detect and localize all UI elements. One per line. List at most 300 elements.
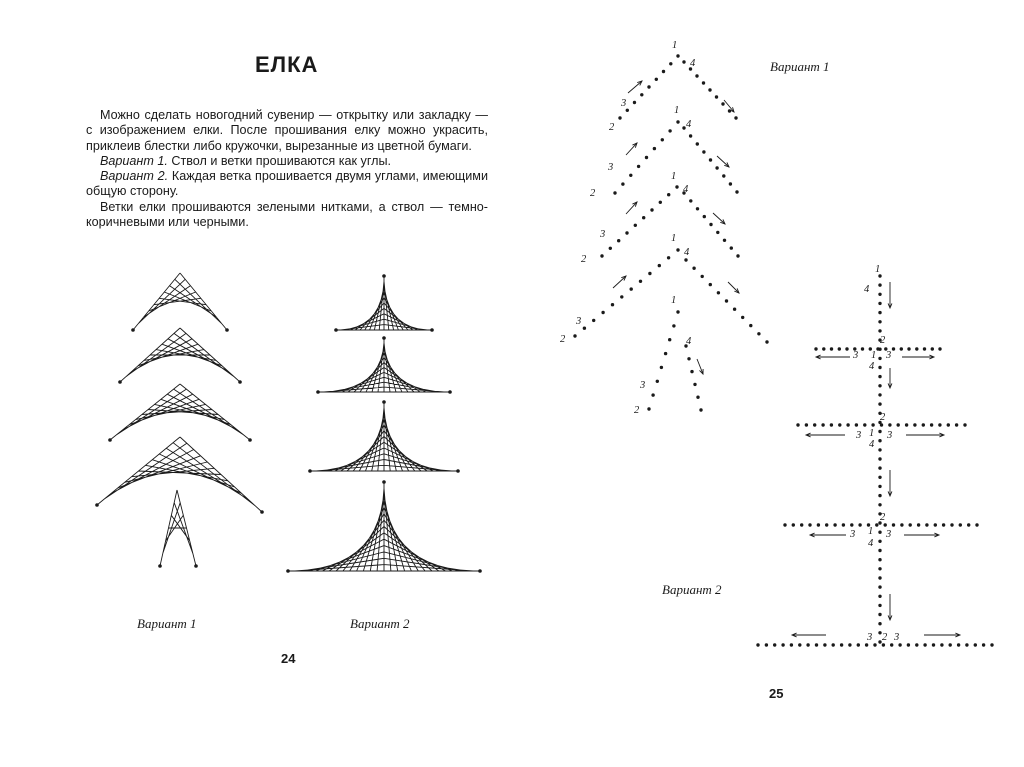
thread-lines (160, 490, 196, 566)
dot (878, 320, 881, 323)
dot (806, 643, 809, 646)
dot (765, 340, 768, 343)
dot (955, 423, 958, 426)
dot (823, 643, 826, 646)
dot (648, 272, 651, 275)
stitch-point (308, 469, 312, 473)
thread-lines (336, 276, 432, 330)
stitch-point (382, 274, 386, 278)
dot (965, 643, 968, 646)
dot (669, 62, 672, 65)
right-page (520, 0, 1024, 767)
dot (857, 643, 860, 646)
dot (725, 299, 728, 302)
dot (878, 302, 881, 305)
direction-arrow (717, 156, 729, 167)
dot (709, 223, 712, 226)
label-1: 1 (672, 40, 678, 51)
dot (846, 423, 849, 426)
thread-lines (133, 273, 227, 330)
thread-paragraph: Ветки елки прошиваются зелеными нитками, а ствол — темно-коричневыми или черными. (86, 199, 488, 230)
tree-variant2-illustration (286, 274, 482, 573)
label-1: 1 (671, 171, 677, 182)
dot (741, 316, 744, 319)
label-3: 3 (621, 98, 627, 109)
dot (651, 393, 654, 396)
dot (659, 201, 662, 204)
direction-arrow (626, 143, 637, 155)
dot (620, 295, 623, 298)
stitch-point (158, 564, 162, 568)
thread-lines (318, 338, 450, 392)
dot (736, 254, 739, 257)
direction-arrow (613, 276, 626, 288)
dot (878, 585, 881, 588)
dot (888, 423, 891, 426)
dot (884, 523, 887, 526)
dot (573, 334, 576, 337)
dot (890, 643, 893, 646)
stitch-point (382, 336, 386, 340)
variant1-text: Ствол и ветки прошиваются как углы. (167, 153, 392, 168)
stitch-point (316, 390, 320, 394)
dot (949, 643, 952, 646)
dot (703, 215, 706, 218)
dot (917, 523, 920, 526)
dot (625, 231, 628, 234)
stitch-point (448, 390, 452, 394)
dot (633, 101, 636, 104)
stitch-point (260, 510, 264, 514)
dot (878, 366, 881, 369)
stitch-point (382, 400, 386, 404)
dot (900, 523, 903, 526)
dot (934, 523, 937, 526)
dot (825, 523, 828, 526)
label-3: 3 (886, 350, 892, 361)
right-caption-variant1: Вариант 1 (770, 59, 830, 74)
stitch-point (131, 328, 135, 332)
label-4: 4 (686, 119, 692, 130)
dot (640, 93, 643, 96)
dot (950, 523, 953, 526)
scheme1-labels (560, 40, 696, 416)
page-title: ЕЛКА (255, 52, 319, 77)
dot (805, 423, 808, 426)
dot (735, 190, 738, 193)
dot (878, 393, 881, 396)
label-2: 2 (880, 335, 886, 346)
dot (773, 643, 776, 646)
intro-paragraph: Можно сделать новогодний сувенир — открытку или закладку — с изображением елки. После прошивания елку можно украсить, приклеив блестки либо кружочки, вырезанные из цветной бумаги. (86, 108, 488, 153)
dot (684, 258, 687, 261)
label-1: 1 (671, 233, 677, 244)
dot (682, 60, 685, 63)
stitch-point (118, 380, 122, 384)
dot (617, 239, 620, 242)
dot (618, 116, 621, 119)
dot (650, 208, 653, 211)
dot (878, 485, 881, 488)
dot (938, 423, 941, 426)
label-3: 3 (850, 529, 856, 540)
dot (938, 347, 941, 350)
label-3: 3 (856, 430, 862, 441)
dot (637, 165, 640, 168)
dot (897, 423, 900, 426)
dot (878, 402, 881, 405)
dot (790, 643, 793, 646)
dot (676, 54, 679, 57)
dot (915, 643, 918, 646)
label-2: 2 (590, 188, 596, 199)
thread-lines (120, 328, 240, 382)
dot (878, 476, 881, 479)
dot (942, 523, 945, 526)
dot (723, 239, 726, 242)
dot (878, 549, 881, 552)
dot (832, 643, 835, 646)
dot (838, 423, 841, 426)
dot (664, 352, 667, 355)
label-2: 2 (880, 412, 886, 423)
dot (722, 174, 725, 177)
dot (959, 523, 962, 526)
dot (676, 310, 679, 313)
stitch-point (286, 569, 290, 573)
label-4: 4 (869, 439, 875, 450)
scheme2-labels (849, 264, 899, 643)
dot (898, 643, 901, 646)
dot (900, 347, 903, 350)
dot (963, 423, 966, 426)
dot (696, 207, 699, 210)
label-3: 3 (887, 430, 893, 441)
dot (907, 643, 910, 646)
thread-lines (310, 402, 458, 471)
dot (672, 324, 675, 327)
dot (909, 523, 912, 526)
dot (880, 423, 883, 426)
variant1-label: Вариант 1. (100, 153, 168, 168)
dot (878, 595, 881, 598)
direction-arrow (728, 282, 739, 293)
dot (990, 643, 993, 646)
dot (639, 280, 642, 283)
dot (733, 308, 736, 311)
stitch-point (194, 564, 198, 568)
dot (662, 70, 665, 73)
dot (873, 643, 876, 646)
dot (922, 423, 925, 426)
dot (907, 347, 910, 350)
dot (878, 567, 881, 570)
label-3: 3 (576, 316, 582, 327)
dot (757, 332, 760, 335)
stitch-point (238, 380, 242, 384)
dot (656, 380, 659, 383)
label-4: 4 (869, 361, 875, 372)
dot (975, 523, 978, 526)
dot (967, 523, 970, 526)
left-caption-variant1: Вариант 1 (137, 616, 197, 631)
dot (838, 347, 841, 350)
dot (629, 174, 632, 177)
dot (923, 643, 926, 646)
stitch-point (95, 503, 99, 507)
dot (878, 540, 881, 543)
dot (940, 643, 943, 646)
variant2-text: Каждая ветка прошивается двумя углами, имеющими общую сторону. (86, 169, 488, 199)
thread-lines (288, 482, 480, 571)
dot (645, 156, 648, 159)
dot (634, 224, 637, 227)
label-4: 4 (690, 58, 696, 69)
dot (821, 423, 824, 426)
dot (609, 247, 612, 250)
label-3: 3 (853, 350, 859, 361)
dot (878, 357, 881, 360)
right-diagrams (520, 0, 1024, 767)
dot (878, 604, 881, 607)
dot (882, 643, 885, 646)
thread-lines (110, 384, 250, 440)
dot (689, 199, 692, 202)
dot (878, 466, 881, 469)
label-4: 4 (864, 284, 870, 295)
dot (808, 523, 811, 526)
label-3: 3 (867, 632, 873, 643)
dot (621, 182, 624, 185)
dot (878, 384, 881, 387)
dot (930, 423, 933, 426)
stitch-point (108, 438, 112, 442)
dot (865, 643, 868, 646)
dot (716, 231, 719, 234)
dot (840, 643, 843, 646)
dot (660, 366, 663, 369)
label-4: 4 (868, 538, 874, 549)
dot (798, 643, 801, 646)
page-number-left: 24 (281, 651, 296, 666)
dot (830, 423, 833, 426)
label-2: 2 (581, 254, 587, 265)
dot (647, 407, 650, 410)
dot (600, 254, 603, 257)
dot (878, 576, 881, 579)
stitch-point (382, 480, 386, 484)
dot (661, 138, 664, 141)
stitch-point (225, 328, 229, 332)
dot (878, 613, 881, 616)
dot (583, 327, 586, 330)
dot (878, 293, 881, 296)
direction-arrow (626, 202, 637, 214)
dot (878, 558, 881, 561)
label-2: 2 (880, 512, 886, 523)
dot (878, 375, 881, 378)
dot (701, 275, 704, 278)
dot (658, 264, 661, 267)
label-2: 2 (560, 334, 566, 345)
dot (695, 74, 698, 77)
dot (676, 248, 679, 251)
dot (878, 457, 881, 460)
dot (696, 396, 699, 399)
label-3: 3 (886, 529, 892, 540)
dot (692, 267, 695, 270)
label-1: 1 (869, 428, 875, 439)
label-1: 1 (674, 105, 680, 116)
dot (715, 95, 718, 98)
dot (734, 116, 737, 119)
dot (830, 347, 833, 350)
dot (878, 503, 881, 506)
label-3: 3 (600, 229, 606, 240)
dot (850, 523, 853, 526)
label-1: 1 (875, 264, 881, 275)
dot (855, 423, 858, 426)
label-1: 1 (871, 350, 877, 361)
dot (783, 523, 786, 526)
dot (696, 142, 699, 145)
dot (905, 423, 908, 426)
label-2: 2 (634, 405, 640, 416)
label-3: 3 (640, 380, 646, 391)
label-3: 3 (894, 632, 900, 643)
dot (878, 622, 881, 625)
dot (947, 423, 950, 426)
stitch-point (456, 469, 460, 473)
dot (957, 643, 960, 646)
dot (667, 193, 670, 196)
dot (721, 102, 724, 105)
dot (892, 347, 895, 350)
dot (792, 523, 795, 526)
dot (858, 523, 861, 526)
dot (699, 408, 702, 411)
dot (642, 216, 645, 219)
dot (611, 303, 614, 306)
label-1: 1 (671, 295, 677, 306)
dot (709, 283, 712, 286)
dot (749, 324, 752, 327)
dot (878, 311, 881, 314)
stitch-point (248, 438, 252, 442)
dot (730, 246, 733, 249)
label-2: 2 (609, 122, 615, 133)
dot (693, 383, 696, 386)
dot (756, 643, 759, 646)
dot (878, 448, 881, 451)
dot (630, 287, 633, 290)
dot (814, 347, 817, 350)
dot (690, 370, 693, 373)
dot (845, 347, 848, 350)
dot (925, 523, 928, 526)
dot (613, 191, 616, 194)
page-number-right: 25 (769, 686, 784, 701)
dot (878, 283, 881, 286)
dot (765, 643, 768, 646)
dot (676, 120, 679, 123)
dot (875, 523, 878, 526)
dot (931, 347, 934, 350)
dot (833, 523, 836, 526)
label-4: 4 (686, 336, 692, 347)
dot (817, 523, 820, 526)
dot (982, 643, 985, 646)
dot (878, 531, 881, 534)
dot (800, 523, 803, 526)
dot (689, 134, 692, 137)
dot (974, 643, 977, 646)
direction-arrow (713, 213, 725, 224)
dot (876, 347, 879, 350)
dot (861, 347, 864, 350)
dot (815, 643, 818, 646)
dot (626, 109, 629, 112)
dot (813, 423, 816, 426)
dot (878, 430, 881, 433)
dot (923, 347, 926, 350)
dot (878, 439, 881, 442)
stitch-point (334, 328, 338, 332)
dot (842, 523, 845, 526)
stitch-point (430, 328, 434, 332)
label-4: 4 (683, 184, 689, 195)
dot (878, 329, 881, 332)
dot (702, 150, 705, 153)
dot (647, 85, 650, 88)
dot (848, 643, 851, 646)
dot (915, 347, 918, 350)
dot (913, 423, 916, 426)
dot (675, 185, 678, 188)
tree-variant1-illustration (95, 273, 264, 568)
dot (878, 494, 881, 497)
stitch-point (478, 569, 482, 573)
dot (653, 147, 656, 150)
dot (667, 256, 670, 259)
label-1: 1 (868, 526, 874, 537)
dot (863, 423, 866, 426)
label-3: 3 (608, 162, 614, 173)
dot (687, 357, 690, 360)
label-4: 4 (684, 247, 690, 258)
dot (871, 423, 874, 426)
dot (668, 129, 671, 132)
variant2-label: Вариант 2. (100, 169, 169, 184)
dot (781, 643, 784, 646)
dot-scheme-variant2 (756, 274, 993, 646)
dot (592, 319, 595, 322)
dot (729, 182, 732, 185)
dot (709, 158, 712, 161)
dot (892, 523, 895, 526)
dot (932, 643, 935, 646)
dot (655, 78, 658, 81)
dot (717, 291, 720, 294)
dot (796, 423, 799, 426)
dot (822, 347, 825, 350)
right-caption-variant2: Вариант 2 (662, 582, 722, 597)
direction-arrow (628, 81, 642, 93)
label-2: 2 (882, 632, 888, 643)
direction-arrow (697, 359, 703, 374)
dot (708, 88, 711, 91)
left-caption-variant2: Вариант 2 (350, 616, 410, 631)
